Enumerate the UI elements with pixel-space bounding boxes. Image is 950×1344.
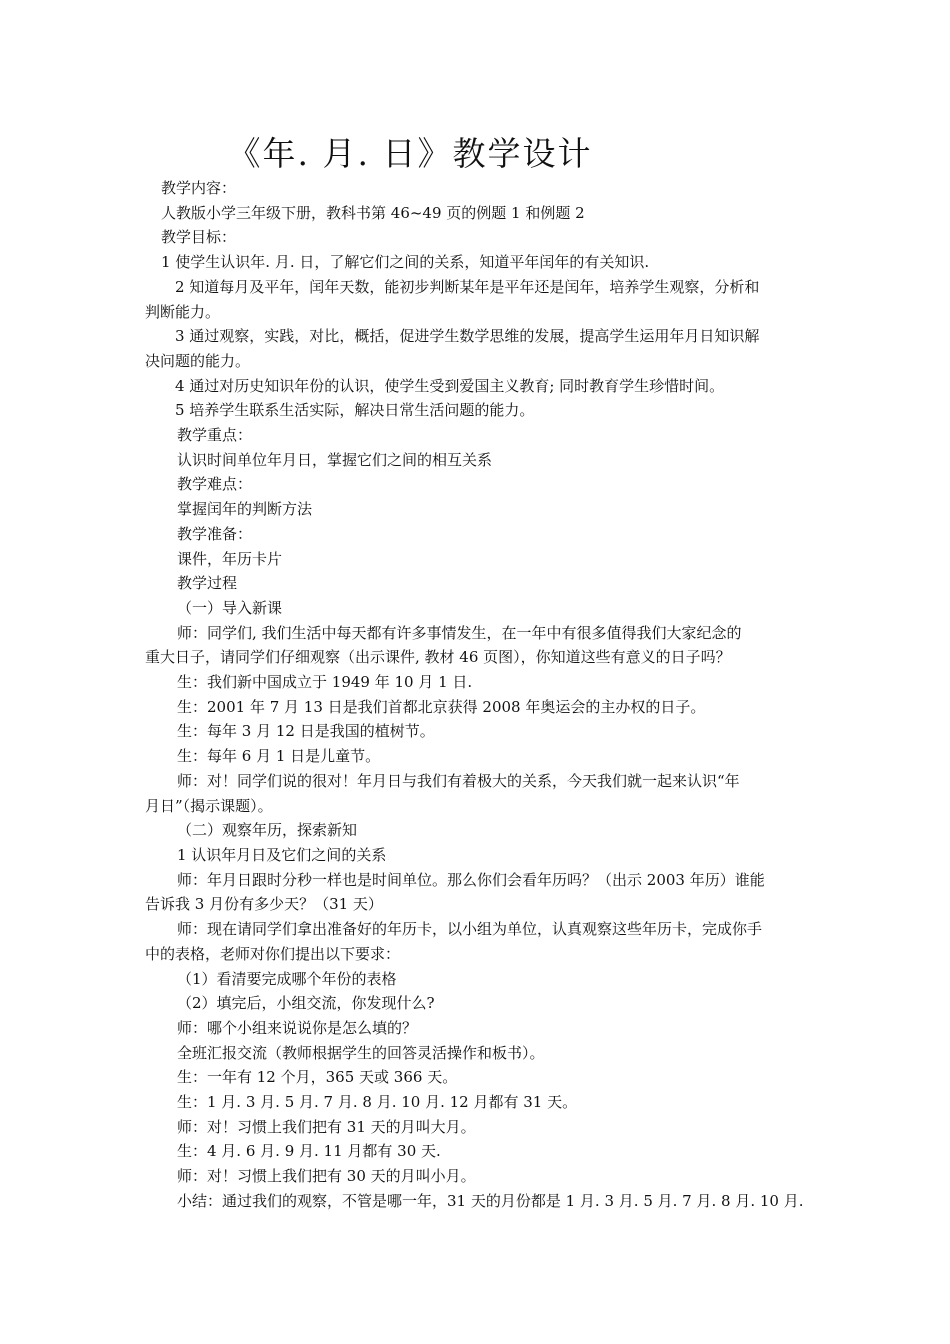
text-line: 生：我们新中国成立于 1949 年 10 月 1 日. (177, 673, 473, 692)
text-line: 生：每年 6 月 1 日是儿童节。 (177, 747, 381, 766)
text-line: 师：对！同学们说的很对！年月日与我们有着极大的关系，今天我们就一起来认识“年 (177, 771, 740, 790)
text-line: 2 知道每月及平年，闰年天数，能初步判断某年是平年还是闰年，培养学生观察，分析和 (175, 277, 760, 296)
text-line: 师：同学们, 我们生活中每天都有许多事情发生，在一年中有很多值得我们大家纪念的 (177, 623, 742, 642)
text-line: 认识时间单位年月日，掌握它们之间的相互关系 (177, 450, 493, 469)
text-line: 重大日子，请同学们仔细观察（出示课件, 教材 46 页图），你知道这些有意义的日子吗？ (145, 648, 731, 667)
text-line: 中的表格，老师对你们提出以下要求： (145, 944, 401, 963)
text-line: 月日”（揭示课题）。 (145, 796, 273, 815)
text-line: 5 培养学生联系生活实际，解决日常生活问题的能力。 (175, 401, 535, 420)
text-line: 教学过程 (177, 574, 238, 593)
text-line: 3 通过观察，实践，对比，概括，促进学生数学思维的发展，提高学生运用年月日知识解 (175, 327, 760, 346)
text-line: 教学重点： (177, 426, 253, 445)
text-line: 告诉我 3 月份有多少天？（31 天） (145, 895, 383, 914)
text-line: 师：对！习惯上我们把有 30 天的月叫小月。 (177, 1167, 476, 1186)
text-line: 教学目标： (161, 228, 237, 247)
text-line: 1 使学生认识年. 月. 日，了解它们之间的关系，知道平年闰年的有关知识. (161, 253, 650, 272)
text-line: 课件，年历卡片 (177, 549, 283, 568)
text-line: 师：哪个小组来说说你是怎么填的？ (177, 1018, 418, 1037)
text-line: 教学内容： (161, 179, 237, 197)
text-line: 教学难点： (177, 475, 253, 494)
text-line: 生：4 月. 6 月. 9 月. 11 月都有 30 天. (177, 1142, 441, 1161)
text-line: 决问题的能力。 (145, 351, 251, 370)
text-line: 生：1 月. 3 月. 5 月. 7 月. 8 月. 10 月. 12 月都有 31 天。 (177, 1093, 578, 1112)
text-line: 全班汇报交流（教师根据学生的回答灵活操作和板书）。 (177, 1043, 545, 1062)
text-line: 教学准备： (177, 524, 253, 543)
text-line: 人教版小学三年级下册，教科书第 46~49 页的例题 1 和例题 2 (161, 203, 585, 222)
text-line: 4 通过对历史知识年份的认识，使学生受到爱国主义教育; 同时教育学生珍惜时间。 (175, 376, 725, 395)
text-line: 掌握闰年的判断方法 (177, 500, 313, 519)
text-line: 生：每年 3 月 12 日是我国的植树节。 (177, 722, 435, 741)
document-title: 《年. 月. 日》教学设计 (227, 134, 593, 173)
text-line: （一）导入新课 (177, 598, 283, 617)
document-body (145, 176, 813, 1214)
text-line: （2）填完后，小组交流，你发现什么? (177, 994, 435, 1013)
text-line: 师：现在请同学们拿出准备好的年历卡，以小组为单位，认真观察这些年历卡，完成你手 (177, 920, 763, 939)
text-line: 1 认识年月日及它们之间的关系 (177, 845, 387, 864)
text-line: 师：年月日跟时分秒一样也是时间单位。那么你们会看年历吗？（出示 2003 年历）谁能 (177, 870, 765, 889)
text-line: 小结：通过我们的观察，不管是哪一年，31 天的月份都是 1 月. 3 月. 5 月. 7 月. 8 月. 10 月. (177, 1191, 804, 1210)
text-line: 生：一年有 12 个月，365 天或 366 天。 (177, 1068, 458, 1087)
text-line: 判断能力。 (145, 302, 221, 321)
text-line: （1）看清要完成哪个年份的表格 (177, 969, 397, 988)
text-line: 师：对！习惯上我们把有 31 天的月叫大月。 (177, 1117, 476, 1136)
text-line: 生：2001 年 7 月 13 日是我们首都北京获得 2008 年奥运会的主办权的日子。 (177, 697, 706, 716)
text-line: （二）观察年历，探索新知 (177, 821, 358, 840)
